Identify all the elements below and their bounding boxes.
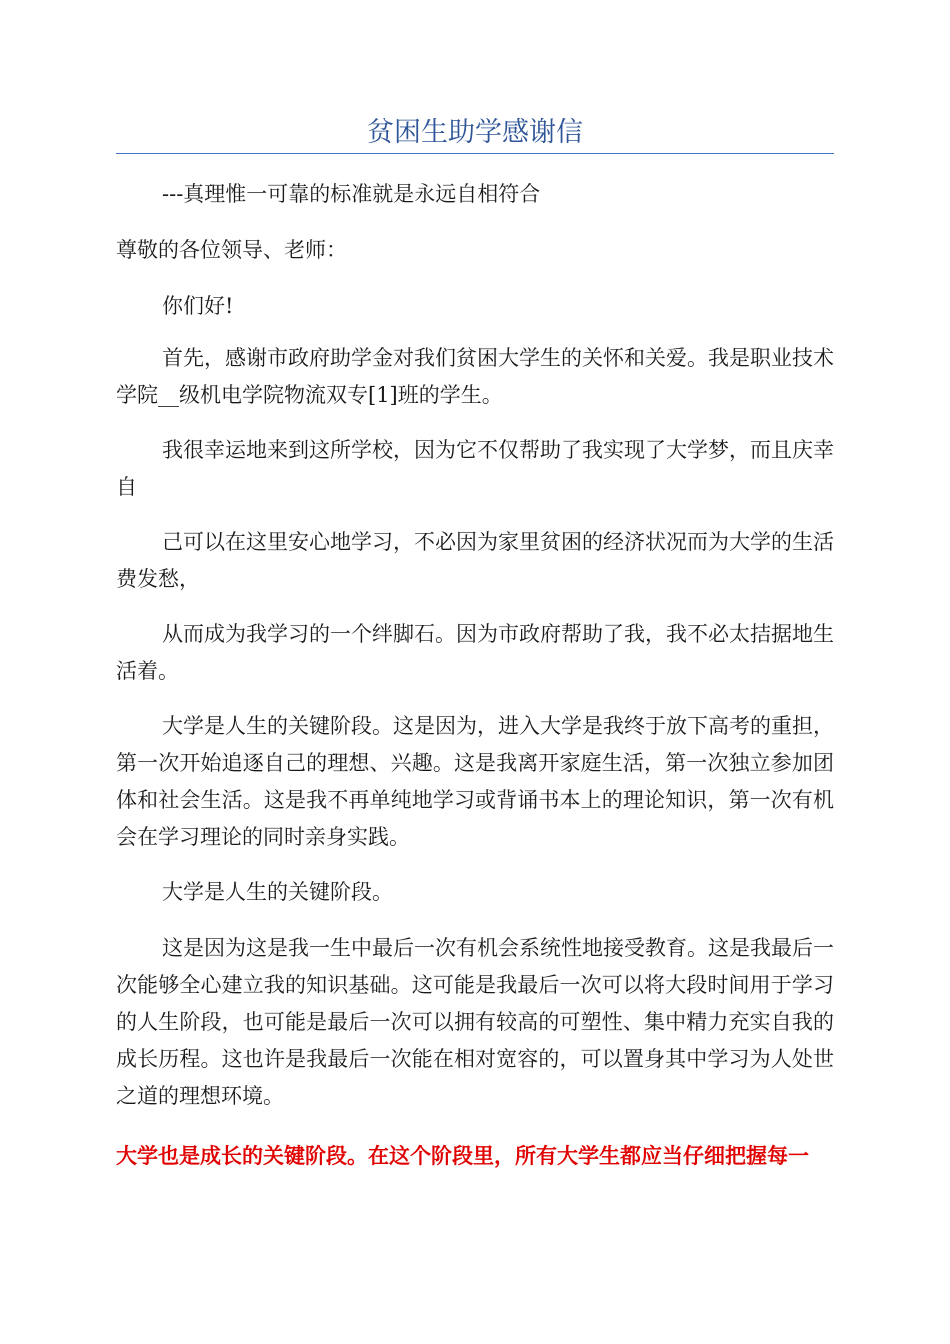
subtitle: ---真理惟一可靠的标准就是永远自相符合 (162, 182, 541, 206)
paragraph-1: 首先，感谢市政府助学金对我们贫困大学生的关怀和关爱。我是职业技术学院__级机电学院物流双专[1]班的学生。 (116, 346, 834, 407)
paragraph-5: 大学是人生的关键阶段。这是因为，进入大学是我终于放下高考的重担，第一次开始追逐自己的理想、兴趣。这是我离开家庭生活，第一次独立参加团体和社会生活。这是我不再单纯地学习或背诵书本上的理论知识，第一次有机会在学习理论的同时亲身实践。 (116, 714, 834, 849)
paragraph-6: 大学是人生的关键阶段。 (162, 880, 393, 904)
paragraph-4: 从而成为我学习的一个绊脚石。因为市政府帮助了我，我不必太拮据地生活着。 (116, 622, 834, 683)
highlight-paragraph: 大学也是成长的关键阶段。在这个阶段里，所有大学生都应当仔细把握每一 (116, 1144, 809, 1168)
paragraph-2: 我很幸运地来到这所学校，因为它不仅帮助了我实现了大学梦，而且庆幸自 (116, 438, 834, 499)
greeting: 你们好! (162, 294, 234, 318)
document-title: 贫困生助学感谢信 (367, 117, 583, 148)
salutation: 尊敬的各位领导、老师： (116, 238, 347, 262)
paragraph-3: 己可以在这里安心地学习，不必因为家里贫困的经济状况而为大学的生活费发愁， (116, 530, 834, 591)
paragraph-7: 这是因为这是我一生中最后一次有机会系统性地接受教育。这是我最后一次能够全心建立我的知识基础。这可能是我最后一次可以将大段时间用于学习的人生阶段，也可能是最后一次可以拥有较高的可塑性、集中精力充实自我的成长历程。这也许是我最后一次能在相对宽容的，可以置身其中学习为人处世之道的理想环境。 (116, 936, 834, 1108)
title-underline (116, 153, 834, 154)
